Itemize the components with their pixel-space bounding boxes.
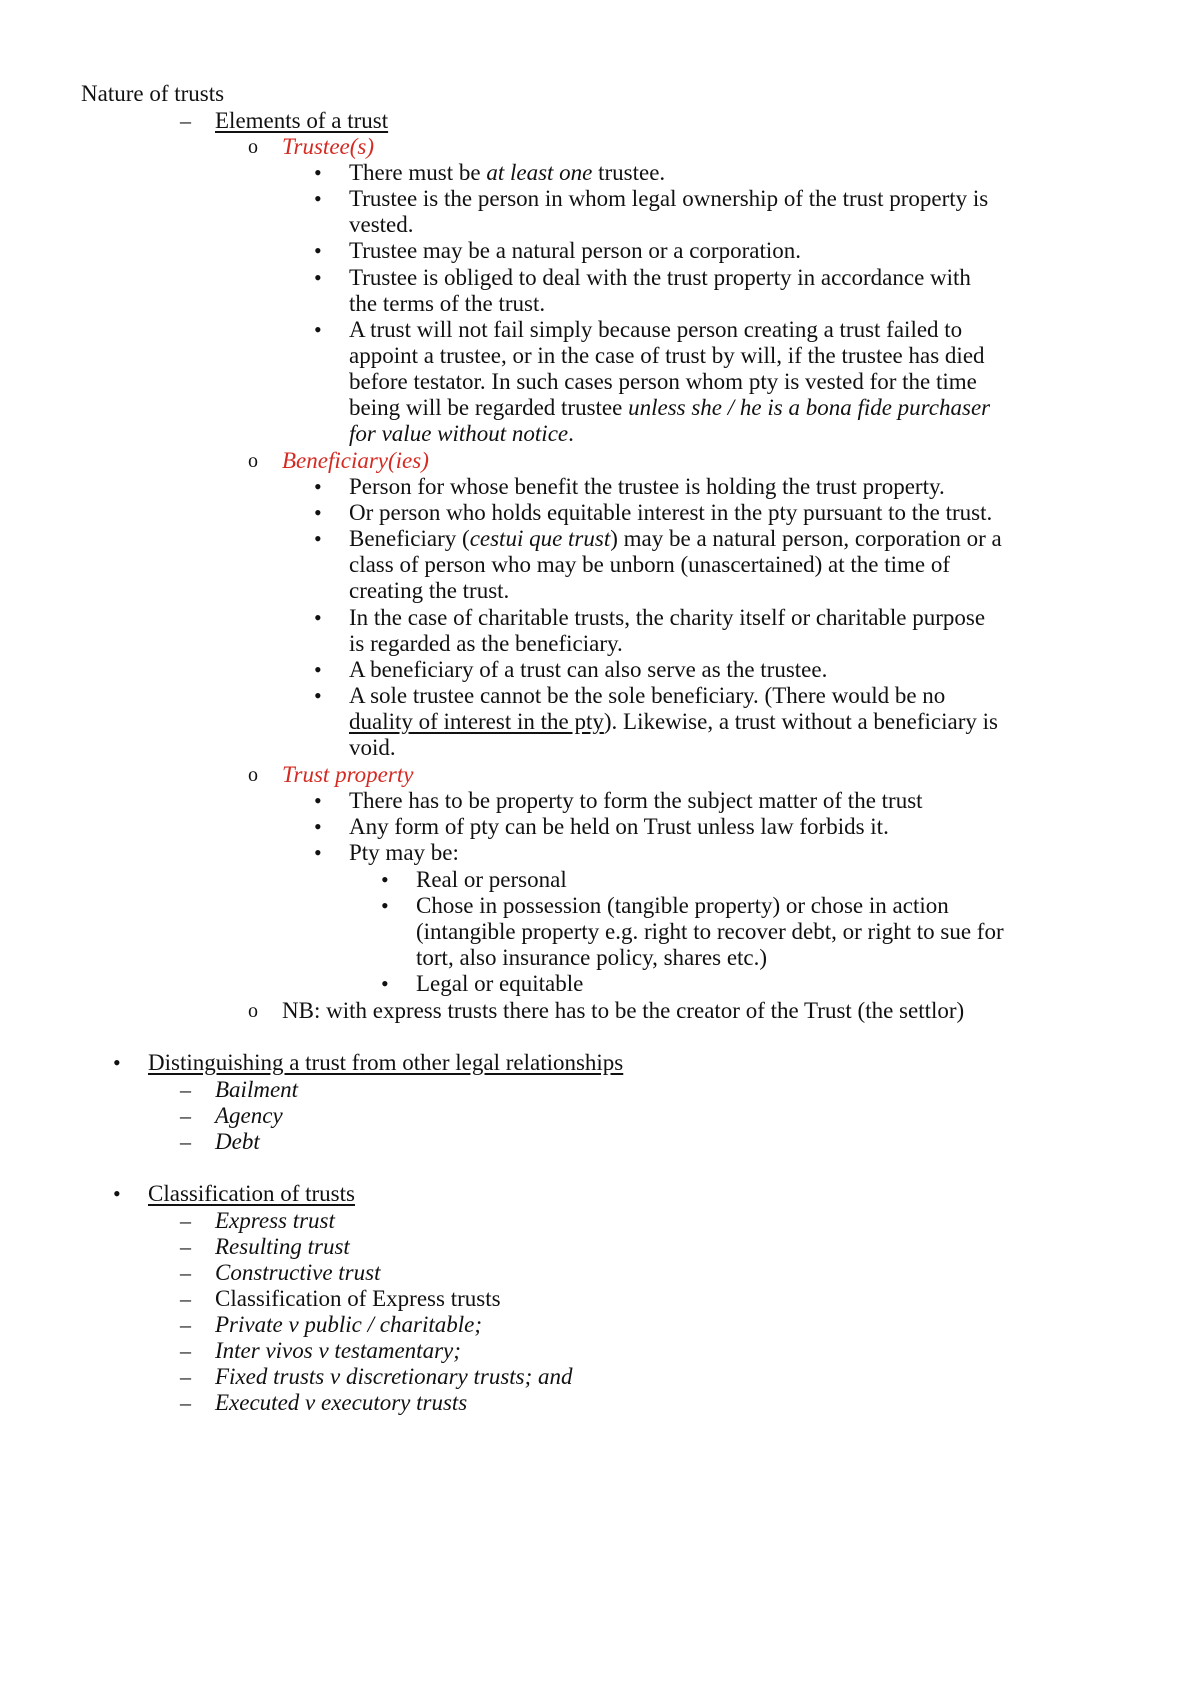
beneficiary-bullet-5-text: A beneficiary of a trust can also serve as the trustee. bbox=[349, 657, 828, 682]
dash-marker: – bbox=[180, 1129, 191, 1154]
text-run: ) may be a natural person, corporation or a bbox=[610, 526, 1002, 551]
trustee-bullet-5-cont bbox=[0, 342, 1200, 370]
trustee-bullet-5 bbox=[0, 316, 1200, 344]
classification-item-resulting: Resulting trust bbox=[215, 1234, 350, 1259]
bullet-marker: • bbox=[314, 238, 322, 263]
trustee-heading: Trustee(s) bbox=[282, 134, 374, 159]
bullet-marker: • bbox=[314, 814, 322, 839]
bullet-marker: • bbox=[314, 317, 322, 342]
property-sub-bullet-3 bbox=[0, 970, 1200, 998]
bullet-marker: • bbox=[381, 971, 389, 996]
trustee-bullet-2-line-1: Trustee is the person in whom legal ownership of the trust property is bbox=[349, 186, 989, 211]
beneficiary-bullet-6-line-1: A sole trustee cannot be the sole beneficiary. (There would be no bbox=[349, 683, 946, 708]
classification-item bbox=[0, 1363, 1200, 1391]
property-sub-bullet-2-line-2: (intangible property e.g. right to recover debt, or right to sue for bbox=[416, 919, 1004, 944]
trustee-bullet-5-cont bbox=[0, 420, 1200, 448]
beneficiary-bullet-3-line-1 bbox=[349, 525, 1002, 553]
bullet-marker: • bbox=[314, 500, 322, 525]
property-bullet-3-text: Pty may be: bbox=[349, 840, 459, 865]
dash-marker: – bbox=[180, 1312, 191, 1337]
beneficiary-bullet-3-line-2: class of person who may be unborn (unascertained) at the time of bbox=[349, 552, 950, 577]
circle-marker: o bbox=[248, 450, 258, 472]
bullet-marker: • bbox=[113, 1181, 121, 1206]
italic-run: cestui que trust bbox=[469, 526, 611, 551]
trustee-bullet-1-text bbox=[349, 159, 665, 187]
italic-run: unless she / he is a bona fide purchaser bbox=[628, 395, 991, 420]
classification-item-constructive: Constructive trust bbox=[215, 1260, 381, 1285]
nb-text: NB: with express trusts there has to be the creator of the Trust (the settlor) bbox=[282, 998, 965, 1023]
classification-item-express-classification: Classification of Express trusts bbox=[215, 1286, 501, 1311]
classification-item-executed-executory: Executed v executory trusts bbox=[215, 1390, 468, 1415]
trustee-bullet-1 bbox=[0, 159, 1200, 187]
classification-item bbox=[0, 1311, 1200, 1339]
text-run: There must be bbox=[349, 160, 487, 185]
beneficiary-bullet-3-line-3: creating the trust. bbox=[349, 578, 510, 603]
trustee-bullet-5-line-1: A trust will not fail simply because person creating a trust failed to bbox=[349, 317, 963, 342]
bullet-marker: • bbox=[314, 186, 322, 211]
trustee-bullet-5-cont bbox=[0, 394, 1200, 422]
dash-marker: – bbox=[180, 1390, 191, 1415]
classification-item bbox=[0, 1259, 1200, 1287]
dash-marker: – bbox=[180, 108, 191, 133]
text-run: Beneficiary ( bbox=[349, 526, 470, 551]
bullet-marker: • bbox=[113, 1050, 121, 1075]
beneficiary-bullet-3 bbox=[0, 525, 1200, 553]
beneficiary-bullet-6 bbox=[0, 682, 1200, 710]
property-bullet-1-text: There has to be property to form the subject matter of the trust bbox=[349, 788, 923, 813]
dash-marker: – bbox=[180, 1364, 191, 1389]
property-bullet-3 bbox=[0, 839, 1200, 867]
dash-marker: – bbox=[180, 1234, 191, 1259]
property-sub-bullet-1 bbox=[0, 866, 1200, 894]
classification-heading: Classification of trusts bbox=[148, 1181, 355, 1206]
beneficiary-bullet-2-text: Or person who holds equitable interest in the pty pursuant to the trust. bbox=[349, 500, 993, 525]
bullet-marker: • bbox=[381, 893, 389, 918]
trustee-bullet-3 bbox=[0, 237, 1200, 265]
distinguishing-heading: Distinguishing a trust from other legal relationships bbox=[148, 1050, 624, 1075]
property-sub-bullet-2-line-3: tort, also insurance policy, shares etc.) bbox=[416, 945, 768, 970]
property-sub-bullet-1-text: Real or personal bbox=[416, 867, 567, 892]
distinguishing-item-bailment: Bailment bbox=[215, 1077, 299, 1102]
beneficiary-heading: Beneficiary(ies) bbox=[282, 448, 429, 473]
beneficiary-bullet-6-line-3: void. bbox=[349, 735, 396, 760]
text-run: trustee. bbox=[592, 160, 666, 185]
bullet-marker: • bbox=[314, 788, 322, 813]
beneficiary-bullet-4-cont bbox=[0, 630, 1200, 658]
property-heading-row bbox=[0, 761, 1200, 789]
bullet-marker: • bbox=[314, 683, 322, 708]
property-bullet-2 bbox=[0, 813, 1200, 841]
classification-item-express: Express trust bbox=[215, 1208, 335, 1233]
beneficiary-bullet-4-line-2: is regarded as the beneficiary. bbox=[349, 631, 623, 656]
property-sub-bullet-2-cont bbox=[0, 918, 1200, 946]
beneficiary-bullet-5 bbox=[0, 656, 1200, 684]
trustee-bullet-4-line-2: the terms of the trust. bbox=[349, 291, 546, 316]
trustee-bullet-4 bbox=[0, 264, 1200, 292]
distinguishing-item-debt: Debt bbox=[215, 1129, 260, 1154]
doc-title-row bbox=[0, 80, 1200, 108]
bullet-marker: • bbox=[314, 526, 322, 551]
bullet-marker: • bbox=[314, 160, 322, 185]
trustee-bullet-5-line-3: before testator. In such cases person whom pty is vested for the time bbox=[349, 369, 977, 394]
elements-heading-row bbox=[0, 107, 1200, 135]
bullet-marker: • bbox=[314, 474, 322, 499]
underlined-run: duality of interest in the pty bbox=[349, 709, 604, 734]
distinguishing-item bbox=[0, 1128, 1200, 1156]
nb-row bbox=[0, 997, 1200, 1025]
text-run: . bbox=[568, 421, 574, 446]
circle-marker: o bbox=[248, 136, 258, 158]
property-bullet-1 bbox=[0, 787, 1200, 815]
beneficiary-bullet-6-line-2 bbox=[349, 708, 998, 736]
beneficiary-heading-row bbox=[0, 447, 1200, 475]
classification-item bbox=[0, 1337, 1200, 1365]
classification-item bbox=[0, 1389, 1200, 1417]
trustee-heading-row bbox=[0, 133, 1200, 161]
text-run: ). Likewise, a trust without a beneficiary is bbox=[603, 709, 998, 734]
trustee-bullet-2 bbox=[0, 185, 1200, 213]
dash-marker: – bbox=[180, 1286, 191, 1311]
classification-item bbox=[0, 1207, 1200, 1235]
beneficiary-bullet-2 bbox=[0, 499, 1200, 527]
distinguishing-item-agency: Agency bbox=[215, 1103, 283, 1128]
circle-marker: o bbox=[248, 764, 258, 786]
beneficiary-bullet-6-cont bbox=[0, 734, 1200, 762]
dash-marker: – bbox=[180, 1338, 191, 1363]
beneficiary-bullet-4 bbox=[0, 604, 1200, 632]
italic-run: for value without notice bbox=[349, 421, 569, 446]
trustee-bullet-3-text: Trustee may be a natural person or a corporation. bbox=[349, 238, 801, 263]
bullet-marker: • bbox=[381, 867, 389, 892]
bullet-marker: • bbox=[314, 657, 322, 682]
dash-marker: – bbox=[180, 1208, 191, 1233]
circle-marker: o bbox=[248, 1000, 258, 1022]
beneficiary-bullet-1 bbox=[0, 473, 1200, 501]
distinguishing-item bbox=[0, 1076, 1200, 1104]
bullet-marker: • bbox=[314, 265, 322, 290]
property-sub-bullet-3-text: Legal or equitable bbox=[416, 971, 584, 996]
property-sub-bullet-2-line-1: Chose in possession (tangible property) or chose in action bbox=[416, 893, 949, 918]
beneficiary-bullet-3-cont bbox=[0, 577, 1200, 605]
trustee-bullet-5-line-4 bbox=[349, 394, 990, 422]
dash-marker: – bbox=[180, 1077, 191, 1102]
trustee-bullet-2-line-2: vested. bbox=[349, 212, 414, 237]
italic-run: at least one bbox=[486, 160, 593, 185]
trustee-bullet-5-cont bbox=[0, 368, 1200, 396]
property-heading: Trust property bbox=[282, 762, 414, 787]
classification-item bbox=[0, 1233, 1200, 1261]
elements-heading: Elements of a trust bbox=[215, 108, 389, 133]
beneficiary-bullet-3-cont bbox=[0, 551, 1200, 579]
bullet-marker: • bbox=[314, 605, 322, 630]
property-bullet-2-text: Any form of pty can be held on Trust unless law forbids it. bbox=[349, 814, 889, 839]
bullet-marker: • bbox=[314, 840, 322, 865]
distinguishing-item bbox=[0, 1102, 1200, 1130]
property-sub-bullet-2-cont bbox=[0, 944, 1200, 972]
distinguishing-heading-row bbox=[0, 1049, 1200, 1077]
dash-marker: – bbox=[180, 1103, 191, 1128]
classification-heading-row bbox=[0, 1180, 1200, 1208]
classification-item-inter-vivos: Inter vivos v testamentary; bbox=[215, 1338, 461, 1363]
trustee-bullet-2-cont bbox=[0, 211, 1200, 239]
classification-item-fixed-discretionary: Fixed trusts v discretionary trusts; and bbox=[215, 1364, 573, 1389]
beneficiary-bullet-4-line-1: In the case of charitable trusts, the charity itself or charitable purpose bbox=[349, 605, 986, 630]
classification-item bbox=[0, 1285, 1200, 1313]
beneficiary-bullet-1-text: Person for whose benefit the trustee is holding the trust property. bbox=[349, 474, 945, 499]
trustee-bullet-4-line-1: Trustee is obliged to deal with the trust property in accordance with bbox=[349, 265, 971, 290]
trustee-bullet-4-cont bbox=[0, 290, 1200, 318]
dash-marker: – bbox=[180, 1260, 191, 1285]
property-sub-bullet-2 bbox=[0, 892, 1200, 920]
trustee-bullet-5-line-5 bbox=[349, 420, 574, 448]
text-run: being will be regarded trustee bbox=[349, 395, 629, 420]
beneficiary-bullet-6-cont bbox=[0, 708, 1200, 736]
classification-item-private-public: Private v public / charitable; bbox=[215, 1312, 482, 1337]
doc-title: Nature of trusts bbox=[81, 81, 225, 106]
trustee-bullet-5-line-2: appoint a trustee, or in the case of trust by will, if the trustee has died bbox=[349, 343, 985, 368]
